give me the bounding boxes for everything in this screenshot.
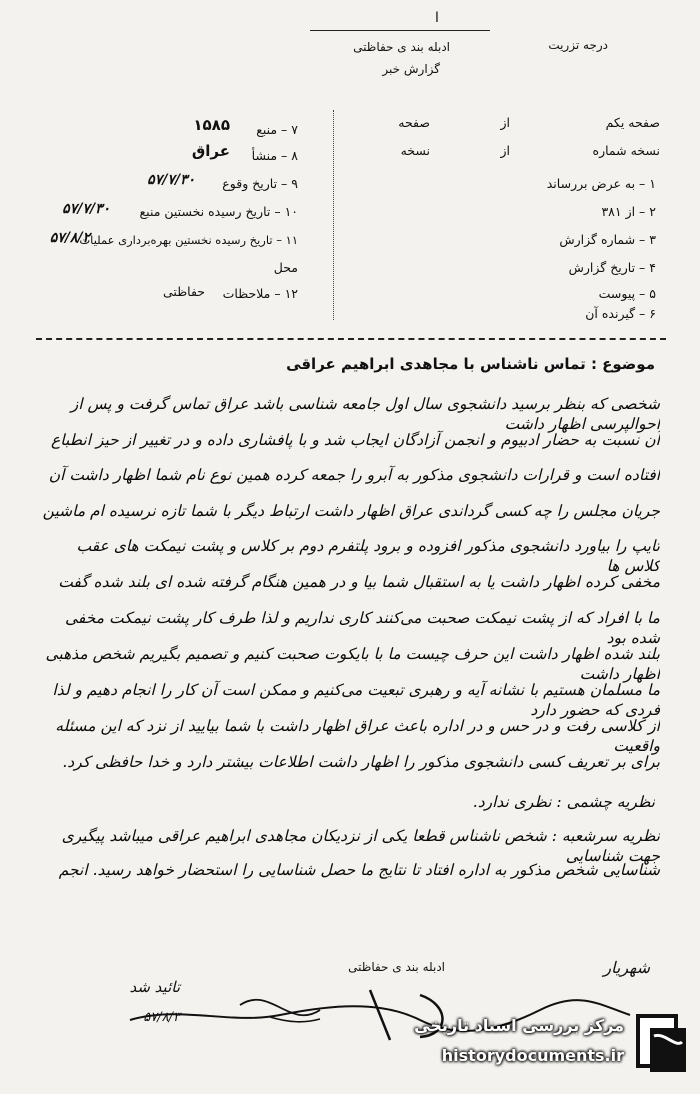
- report-type-label: گزارش خبر: [382, 62, 440, 76]
- right-field-label: ۵ – پیوست: [598, 286, 656, 301]
- left-field-value: ۵۷/۸/۲: [49, 230, 90, 246]
- footer-org-stamp: ادبله بند ی حفاظتی: [348, 960, 445, 974]
- left-field-value: ۱۵۸۵: [193, 116, 230, 134]
- classification-label: درجه تزریت: [548, 38, 608, 52]
- body-line: نظریه سرشعبه : شخص ناشناس قطعا یکی از نزدیکان مجاهدی ابراهیم عراقی میباشد پیگیری جهت شناسایی: [61, 827, 660, 865]
- right-field-mid: از: [500, 115, 510, 130]
- footer-date-note: ۵۷/۸/۳: [143, 1010, 180, 1025]
- body-line: ما با افراد که از پشت نیمکت صحبت می‌کنند کاری نداریم و لذا طرف کار پشت نیمکت مخفی شده بود: [65, 609, 660, 647]
- left-field-value: ۵۷/۷/۳۰: [62, 201, 110, 217]
- left-field-value: عراق: [191, 142, 230, 160]
- left-field-label: محل: [273, 260, 298, 275]
- subject-line: موضوع : تماس ناشناس با مجاهدی ابراهیم عراقی: [286, 355, 655, 373]
- right-field-label: ۶ – گیرنده آن: [585, 306, 656, 321]
- right-field-mid: از: [500, 143, 510, 158]
- left-field-label: ۷ – منبع: [256, 122, 298, 137]
- right-field-label: نسخه شماره: [592, 143, 660, 158]
- left-field-label: ۱۱ – تاریخ رسیده نخستین بهره‌برداری عملیات: [79, 233, 298, 247]
- right-field-label: ۴ – تاریخ گزارش: [568, 260, 656, 275]
- organization-label: ادبله بند ی حفاظتی: [353, 40, 450, 54]
- signature-right: شهریار: [603, 958, 650, 977]
- right-field-end: نسخه: [400, 143, 430, 158]
- left-field-value: حفاظتی: [163, 284, 205, 299]
- body-line: آن نسبت به حضار ادبیوم و انجمن آزادگان ایجاب شد و با پافشاری داده و در تغییر از حیز انطباع: [51, 431, 660, 449]
- signature-left: تائید شد: [129, 978, 180, 996]
- right-field-end: صفحه: [398, 115, 430, 130]
- left-field-label: ۱۲ – ملاحظات: [222, 286, 298, 301]
- right-field-label: ۱ – به عرض بررساند: [546, 176, 656, 191]
- header-mark: ا: [435, 10, 439, 26]
- body-line: مخفی کرده اظهار داشت یا به استقبال شما بیا و در همین هنگام گرفته شده ای بلند شده گفت: [58, 573, 660, 591]
- left-field-value: ۵۷/۷/۳۰: [147, 172, 195, 188]
- body-line: برای بر تعریف کسی دانشجوی مذکور را اظهار داشت اطلاعات بیشتر دارد و خدا حافظی کرد.: [62, 753, 660, 771]
- watermark-url: historydocuments.ir: [441, 1046, 624, 1065]
- body-line: شناسایی شخص مذکور به اداره افتاد تا نتایج ما حصل شناسایی را استحضار خواهد رسید. انجم: [58, 861, 660, 879]
- body-line: تایپ را بیاورد دانشجوی مذکور افزوده و برود پلتفرم دوم بر کلاس و پشت نیمکت های عقب کلاس ها: [76, 537, 660, 575]
- left-field-label: ۸ – منشأ: [251, 148, 298, 163]
- watermark-logo-icon: [632, 1008, 690, 1074]
- right-field-label: ۲ – از ۳۸۱: [601, 204, 656, 219]
- body-line: شخصی که بنظر برسید دانشجوی سال اول جامعه شناسی باشد عراق تماس گرفت و پس از احوالپرسی اظهار داشت: [70, 395, 660, 433]
- left-field-label: ۱۰ – تاریخ رسیده نخستین منبع: [139, 204, 298, 219]
- header-rule: [310, 30, 490, 31]
- left-field-label: ۹ – تاریخ وقوع: [222, 176, 298, 191]
- dashed-separator: [36, 338, 666, 340]
- watermark: [414, 1004, 690, 1084]
- body-line: نظریه چشمی : نظری ندارد.: [472, 793, 655, 811]
- watermark-title: مرکز بررسی اسناد تاریخی: [414, 1016, 624, 1035]
- column-divider: [333, 110, 334, 320]
- body-line: افتاده است و قرارات دانشجوی مذکور به آبرو را جمعه کرده همین نوع نام شما اظهار داشت آن: [48, 466, 660, 484]
- body-line: جریان مجلس را چه کسی گرداندی عراق اظهار داشت ارتباط دیگر با شما تازه نرسیده ام ماشین: [42, 502, 660, 520]
- body-line: از کلاسی رفت و در حس و در اداره باعث عراق اظهار داشت با شما بیایید از نزد که این مسئله واقعیت: [55, 717, 660, 755]
- body-line: ما مسلمان هستیم با نشانه آیه و رهبری تبعیت می‌کنیم و ممکن است آن کار را انجام دهیم و لذا فردی که حضور دارد: [52, 681, 660, 719]
- body-line: بلند شده اظهار داشت این حرف چیست ما با بایکوت صحبت کنیم و تصمیم بگیریم شخص مذهبی اظهار داشت: [45, 645, 660, 683]
- right-field-label: ۳ – شماره گزارش: [559, 232, 656, 247]
- right-field-label: صفحه یکم: [605, 115, 660, 130]
